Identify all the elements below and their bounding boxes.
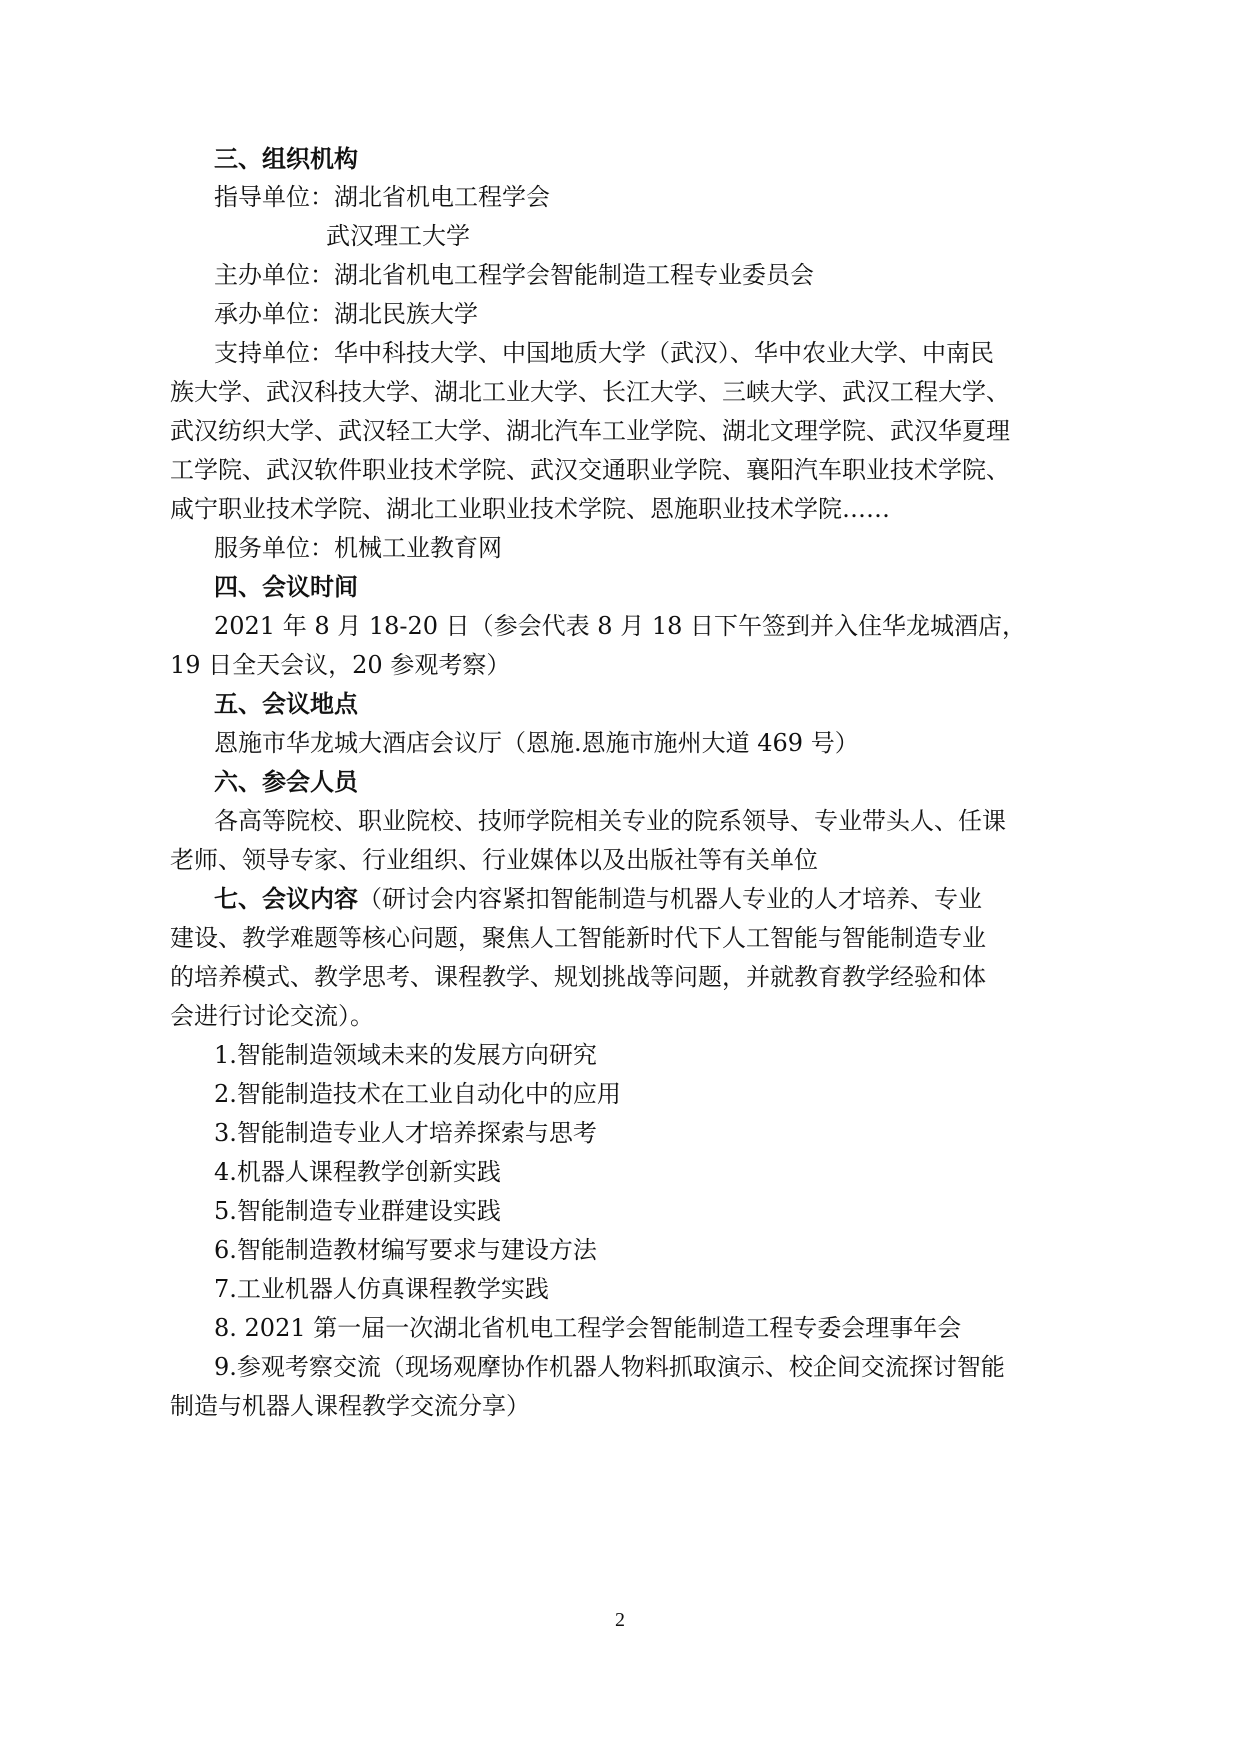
attendees-line2: 老师、领导专家、行业组织、行业媒体以及出版社等有关单位 <box>170 846 818 874</box>
section7-intro-line4: 会进行讨论交流）。 <box>170 1002 374 1030</box>
support-units-line5: 咸宁职业技术学院、湖北工业职业技术学院、恩施职业技术学院…… <box>170 495 890 523</box>
content-item-1: 1.智能制造领域未来的发展方向研究 <box>214 1041 597 1069</box>
content-item-4: 4.机器人课程教学创新实践 <box>214 1158 501 1186</box>
content-item-9-continuation: 制造与机器人课程教学交流分享） <box>170 1392 530 1420</box>
guidance-unit-line2: 武汉理工大学 <box>326 222 470 250</box>
section7-intro-line3: 的培养模式、教学思考、课程教学、规划挑战等问题，并就教育教学经验和体 <box>170 963 986 991</box>
section5-heading: 五、会议地点 <box>214 689 358 718</box>
attendees-line1: 各高等院校、职业院校、技师学院相关专业的院系领导、专业带头人、任课 <box>214 807 1006 835</box>
organizer-unit: 承办单位：湖北民族大学 <box>214 300 478 328</box>
page-number: 2 <box>615 1609 625 1631</box>
support-units-line4: 工学院、武汉软件职业技术学院、武汉交通职业学院、襄阳汽车职业技术学院、 <box>170 456 1010 484</box>
section4-heading: 四、会议时间 <box>214 572 358 601</box>
content-item-5: 5.智能制造专业群建设实践 <box>214 1197 501 1225</box>
section7-intro-rest: （研讨会内容紧扣智能制造与机器人专业的人才培养、专业 <box>358 885 982 913</box>
section3-heading: 三、组织机构 <box>214 144 358 173</box>
support-units-line2: 族大学、武汉科技大学、湖北工业大学、长江大学、三峡大学、武汉工程大学、 <box>170 378 1010 406</box>
content-item-8: 8. 2021 第一届一次湖北省机电工程学会智能制造工程专委会理事年会 <box>214 1314 962 1342</box>
meeting-time-line1: 2021 年 8 月 18-20 日（参会代表 8 月 18 日下午签到并入住华龙城酒店， <box>214 612 1027 640</box>
content-item-3: 3.智能制造专业人才培养探索与思考 <box>214 1119 597 1147</box>
host-unit: 主办单位：湖北省机电工程学会智能制造工程专业委员会 <box>214 261 814 289</box>
service-unit: 服务单位：机械工业教育网 <box>214 534 502 562</box>
support-units-line3: 武汉纺织大学、武汉轻工大学、湖北汽车工业学院、湖北文理学院、武汉华夏理 <box>170 417 1010 445</box>
guidance-unit-line1: 指导单位：湖北省机电工程学会 <box>214 183 550 211</box>
section7-heading: 七、会议内容 <box>214 884 358 913</box>
content-item-7: 7.工业机器人仿真课程教学实践 <box>214 1275 549 1303</box>
support-units-line1: 支持单位：华中科技大学、中国地质大学（武汉）、华中农业大学、中南民 <box>214 339 994 367</box>
meeting-location: 恩施市华龙城大酒店会议厅（恩施.恩施市施州大道 469 号） <box>214 729 859 757</box>
section7-intro-line2: 建设、教学难题等核心问题，聚焦人工智能新时代下人工智能与智能制造专业 <box>170 924 986 952</box>
content-item-6: 6.智能制造教材编写要求与建设方法 <box>214 1236 597 1264</box>
section7-first-line <box>214 884 982 914</box>
content-item-2: 2.智能制造技术在工业自动化中的应用 <box>214 1080 621 1108</box>
section6-heading: 六、参会人员 <box>214 767 358 796</box>
content-item-9: 9.参观考察交流（现场观摩协作机器人物料抓取演示、校企间交流探讨智能 <box>214 1353 1005 1381</box>
meeting-time-line2: 19 日全天会议，20 参观考察） <box>170 651 511 679</box>
